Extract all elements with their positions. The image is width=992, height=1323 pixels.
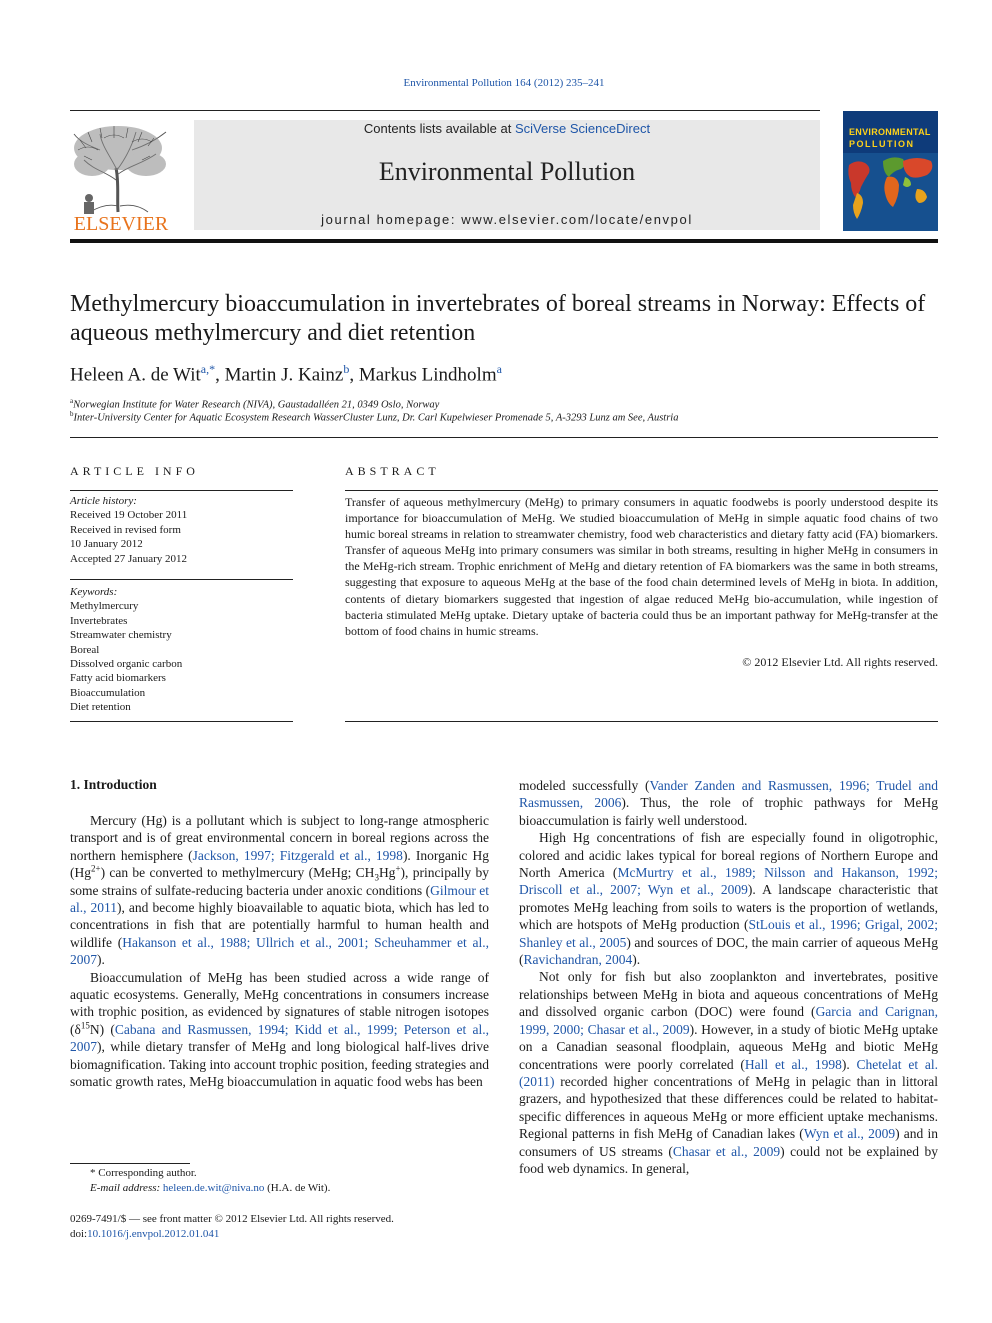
text: ), while dietary transfer of MeHg and long biological half-lives drive biomagnification. Taking into account trophic position, feeding strategies and somatic growth rates, MeHg bioaccumulation in aquatic food webs has been <box>70 1039 489 1090</box>
abstract-heading: ABSTRACT <box>345 464 440 478</box>
superscript: 15 <box>80 1020 90 1031</box>
article-history <box>70 494 300 566</box>
journal-name: Environmental Pollution <box>378 157 636 186</box>
paragraph <box>519 968 938 1177</box>
text: High Hg concentrations of fish are especially found in oligotrophic, colored and acidic lakes typical for boreal regions of Northern Europe and North America ( <box>519 830 938 881</box>
citation-link[interactable]: Garcia and Carignan, 1999, 2000; Chasar et al., 2009 <box>519 1004 938 1037</box>
footnote <box>70 1166 330 1196</box>
article-info-rule <box>70 721 293 722</box>
journal-homepage[interactable]: journal homepage: www.elsevier.com/locate/envpol <box>321 212 693 227</box>
svg-text:ELSEVIER: ELSEVIER <box>73 213 169 232</box>
abstract-copyright: © 2012 Elsevier Ltd. All rights reserved. <box>742 655 938 669</box>
text: ), principally by some strains of sulfate-reducing bacteria under anoxic conditions ( <box>70 865 489 898</box>
text: ) could not be explained by food web dynamics. In general, <box>519 1143 938 1176</box>
author-separator: , <box>349 364 359 386</box>
author-name[interactable]: Martin J. Kainz <box>224 364 344 386</box>
paragraph <box>70 969 489 1091</box>
paragraph <box>70 812 489 969</box>
text: N) ( <box>89 1021 115 1037</box>
citation-link[interactable]: StLouis et al., 1996; Grigal, 2002; Shanley et al., 2005 <box>519 917 938 950</box>
email-suffix: (H.A. de Wit). <box>264 1182 331 1194</box>
keywords-label: Keywords: <box>70 586 118 598</box>
keyword: Invertebrates <box>70 614 128 627</box>
history-item: Received 19 October 2011 <box>70 509 188 522</box>
header-thick-rule <box>70 239 938 243</box>
subscript: 3 <box>374 872 379 883</box>
keyword: Streamwater chemistry <box>70 629 172 642</box>
abstract-rule <box>345 721 938 722</box>
author-name[interactable]: Markus Lindholm <box>358 364 497 386</box>
text: ). <box>97 952 105 968</box>
affiliation <box>70 410 678 424</box>
text: ). However, in a study of biotic MeHg uptake on a Canadian seasonal floodplain, aqueous MeHg and biotic MeHg concentrations were poorly correlated ( <box>519 1021 938 1072</box>
citation-link[interactable]: Hall et al., 1998 <box>744 1056 842 1072</box>
citation-link[interactable]: Chasar et al., 2009 <box>672 1143 781 1159</box>
contents-line <box>194 121 820 136</box>
citation-link[interactable]: Chetelat et al. (2011) <box>519 1056 939 1089</box>
doi-link[interactable]: 10.1016/j.envpol.2012.01.041 <box>87 1228 220 1240</box>
keywords <box>70 585 300 715</box>
history-item: 10 January 2012 <box>70 538 143 551</box>
author-affiliation-marker[interactable]: b <box>343 362 350 376</box>
citation-link[interactable]: McMurtry et al., 1989; Nilsson and Hakanson, 1992; Driscoll et al., 2007; Wyn et al., 2009 <box>519 865 939 898</box>
text: Not only for fish but also zooplankton and invertebrates, positive relationships between MeHg in biota and aqueous concentrations of MeHg and dissolved organic carbon (DOC) were found ( <box>519 969 938 1020</box>
affiliation-marker: b <box>70 410 74 418</box>
section-heading: 1. Introduction <box>70 777 157 792</box>
header-top-rule <box>70 110 820 111</box>
author-name[interactable]: Heleen A. de Wit <box>70 364 201 386</box>
elsevier-tree-icon <box>70 120 172 232</box>
text: ) can be converted to methylmercury (MeHg; CH <box>100 865 375 881</box>
author-affiliation-marker[interactable]: a <box>496 362 502 376</box>
history-item: Received in revised form <box>70 523 181 536</box>
contents-prefix: Contents lists available at <box>363 121 515 136</box>
issn-line: 0269-7491/$ — see front matter © 2012 Elsevier Ltd. All rights reserved. <box>70 1213 394 1225</box>
paragraph <box>519 777 938 829</box>
affiliation-marker: a <box>70 397 74 405</box>
text: Mercury (Hg) is a pollutant which is subject to long-range atmospheric transport and is of great environmental concern in boreal regions across the northern hemisphere ( <box>70 813 489 863</box>
keyword: Bioaccumulation <box>70 686 146 699</box>
citation-link[interactable]: Jackson, 1997; Fitzgerald et al., 1998 <box>192 847 403 863</box>
keyword: Dissolved organic carbon <box>70 658 183 671</box>
keyword: Diet retention <box>70 701 131 714</box>
text: ). Inorganic Hg (Hg <box>70 847 489 881</box>
issn-doi-block <box>70 1212 394 1242</box>
article-title: Methylmercury bioaccumulation in invertebrates of boreal streams in Norway: Effects of aqueous methylmercury and diet retention <box>70 291 926 346</box>
history-item: Accepted 27 January 2012 <box>70 552 187 565</box>
paragraph <box>519 829 938 968</box>
abstract-text: Transfer of aqueous methylmercury (MeHg) to primary consumers in aquatic foodwebs is poorly understood despite its importance for bioaccumulation of MeHg. We studied bioaccumulation of MeHg in simple aquatic food chains of two humic boreal streams in relation to streamwater chemistry, food web characteristics and dietary fatty acid (FA) biomarkers. Transfer of aqueous MeHg into primary consumers was similar in both streams, resulting in higher MeHg in consumers in the MeHg-rich stream. Trophic enrichment of MeHg and dietary retention of FA biomarkers was the same in both streams, suggesting that exposure to aqueous MeHg at the base of the food chain determined levels of MeHg in biota. In addition, contents of dietary biomarkers suggested that ingestion of algae reduced MeHg bio-accumulation, while ingestion of bacteria stimulated MeHg uptake. Dietary uptake of bacteria could thus be an important pathway for MeHg-transfer at the bottom of food chains in humic streams. <box>345 495 938 638</box>
text: ). <box>841 1056 857 1072</box>
keyword: Methylmercury <box>70 600 139 613</box>
elsevier-logo <box>70 120 172 232</box>
cover-title-line2: POLLUTION <box>849 139 915 149</box>
affiliation-text: Inter-University Center for Aquatic Ecosystem Research WasserCluster Lunz, Dr. Carl Kupelwieser Promenade 5, A-3293 Lunz am See, Austria <box>73 412 679 424</box>
text: Bioaccumulation of MeHg has been studied across a wide range of aquatic ecosystems. Generally, MeHg concentrations in consumers increase with trophic position, as evidenced by signatures of stable nitrogen isotopes (δ <box>70 969 489 1037</box>
article-info-rule <box>70 490 293 491</box>
journal-reference[interactable]: Environmental Pollution 164 (2012) 235–241 <box>403 77 605 89</box>
doi-line <box>70 1227 394 1242</box>
article-info-heading: ARTICLE INFO <box>70 464 199 478</box>
body-column-right <box>519 777 938 1177</box>
email-label: E-mail address: <box>90 1182 163 1194</box>
citation-link[interactable]: Cabana and Rasmussen, 1994; Kidd et al., 1999; Peterson et al., 2007 <box>70 1021 489 1055</box>
history-label: Article history: <box>70 495 137 507</box>
affiliation-text: Norwegian Institute for Water Research (NIVA), Gaustadalléen 21, 0349 Oslo, Norway <box>73 399 440 411</box>
title-block-rule <box>70 437 938 438</box>
superscript: + <box>395 863 401 874</box>
text: ). A landscape characteristic that promotes MeHg leaching from soils to waters is the proportion of wetlands, which are hotspots of MeHg production ( <box>519 882 938 933</box>
citation-link[interactable]: Vander Zanden and Rasmussen, 1996; Trudel and Rasmussen, 2006 <box>519 778 938 811</box>
email-link[interactable]: heleen.de.wit@niva.no <box>162 1182 265 1194</box>
body-column-left <box>70 812 489 1091</box>
author-separator: , <box>215 364 225 386</box>
text: ) and in consumers of US streams ( <box>519 1126 938 1159</box>
footnote-rule <box>70 1163 190 1164</box>
doi-label: doi: <box>70 1228 88 1240</box>
citation-link[interactable]: Gilmour et al., 2011 <box>70 882 489 916</box>
corresponding-author-note: * Corresponding author. <box>90 1167 197 1179</box>
author-list <box>70 362 502 386</box>
text: recorded higher concentrations of MeHg in pelagic than in littoral grazers, and hypothesized that these differences could be related to habitat-specific differences in aqueous MeHg or more efficient uptake mechanisms. Regional patterns in fish MeHg of Canadian lakes ( <box>519 1073 938 1142</box>
superscript: 2+ <box>91 863 101 874</box>
keyword: Boreal <box>70 643 100 656</box>
text: ). Thus, the role of trophic pathways for MeHg bioaccumulation is fairly well understood. <box>519 795 938 828</box>
email-line <box>70 1181 330 1196</box>
cover-title <box>849 126 939 150</box>
citation-link[interactable]: Wyn et al., 2009 <box>803 1126 896 1142</box>
cover-title-line1: ENVIRONMENTAL <box>849 127 931 137</box>
sciencedirect-link[interactable]: SciVerse ScienceDirect <box>514 121 651 136</box>
text: modeled successfully ( <box>519 778 650 793</box>
text: ), and become highly bioavailable to aquatic biota, which has led to concentrations in fish that are potentially harmful to human health and wildlife ( <box>70 900 489 950</box>
author-affiliation-marker[interactable]: a,* <box>200 362 216 376</box>
keyword: Fatty acid biomarkers <box>70 672 166 685</box>
text: ). <box>632 952 641 968</box>
text: Hg <box>378 865 396 881</box>
citation-link[interactable]: Hakanson et al., 1988; Ullrich et al., 2001; Scheuhammer et al., 2007 <box>70 934 489 968</box>
abstract-rule <box>345 490 938 491</box>
affiliation <box>70 397 439 411</box>
citation-link[interactable]: Ravichandran, 2004 <box>523 952 633 968</box>
article-info-rule <box>70 579 293 580</box>
text: ) and sources of DOC, the main carrier of aqueous MeHg ( <box>519 934 938 968</box>
